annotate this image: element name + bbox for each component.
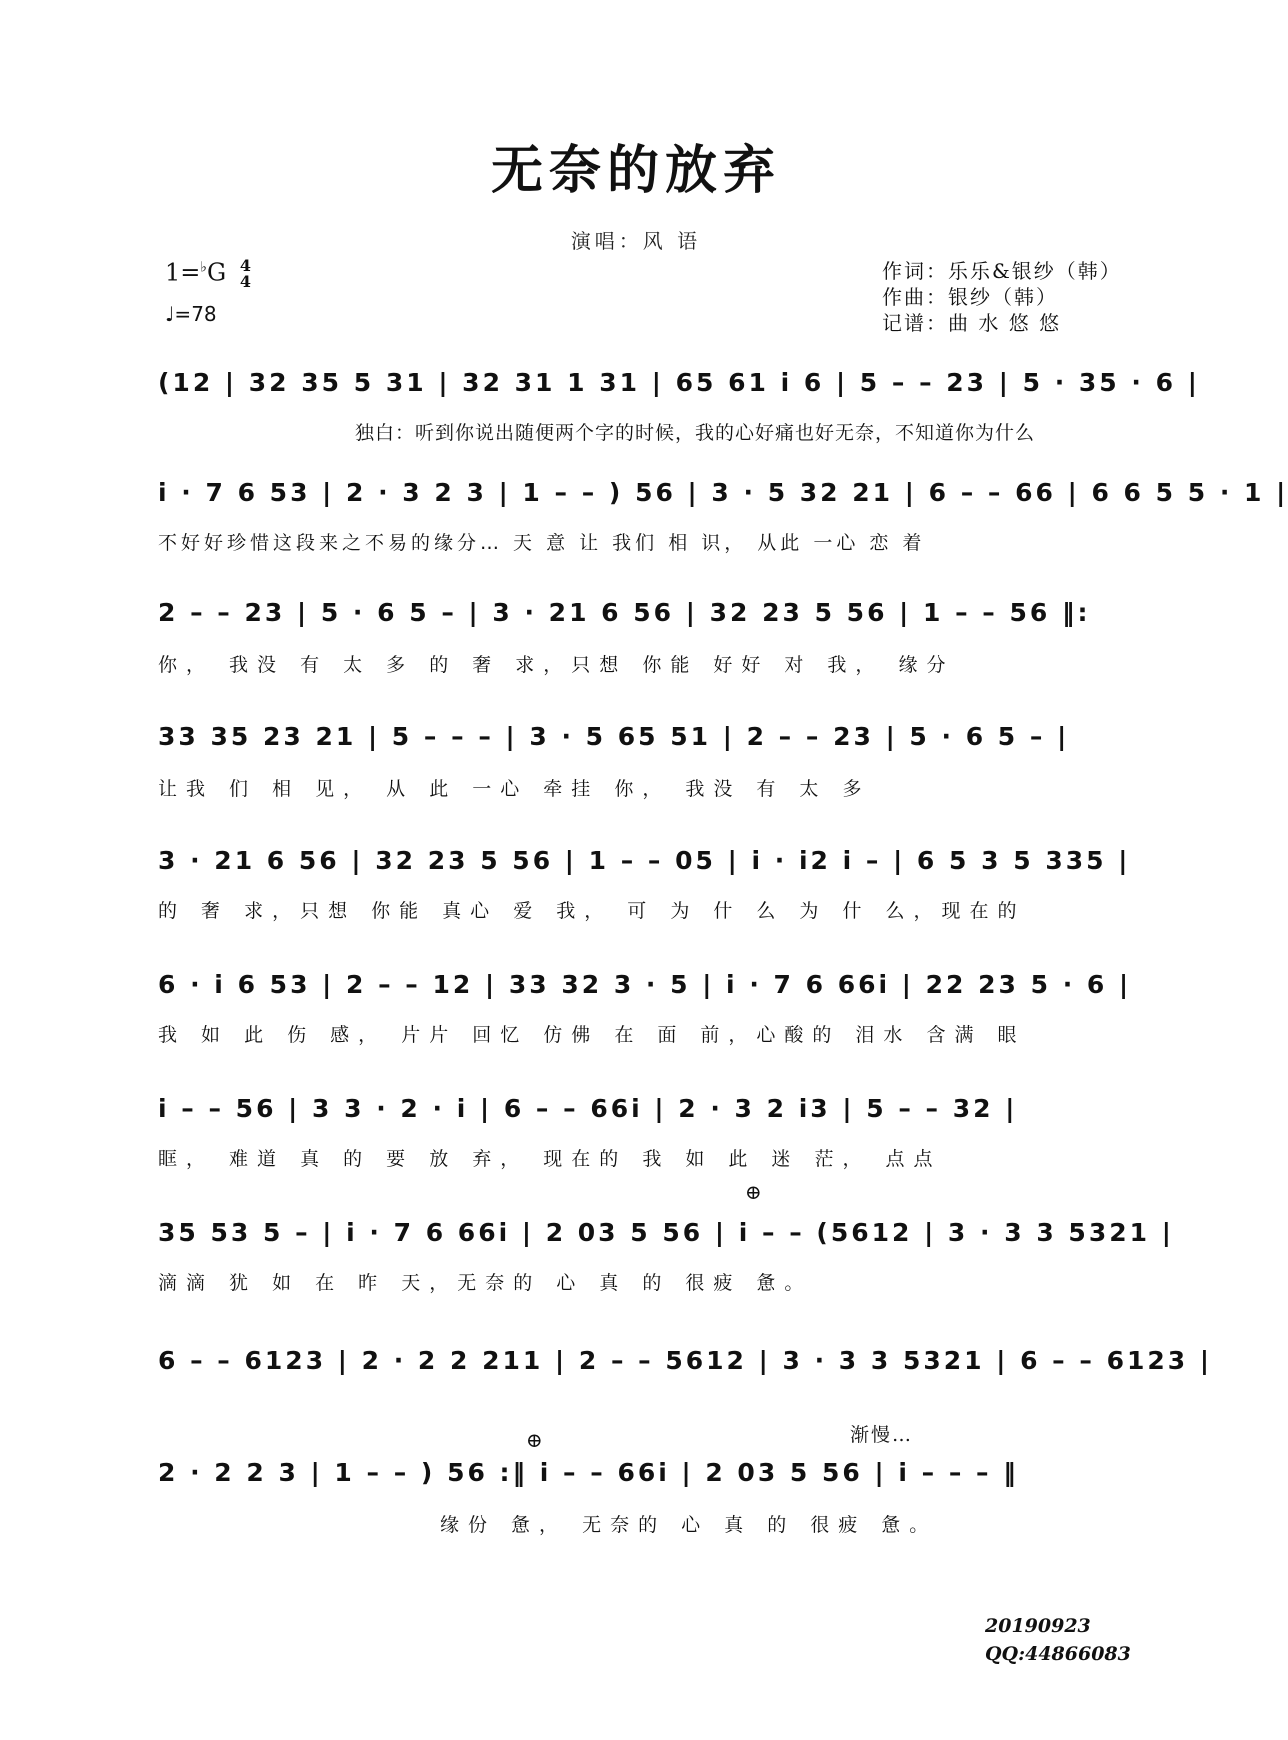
tempo-marking: ♩=78: [165, 302, 217, 326]
song-title: 无奈的放弃: [490, 140, 781, 201]
notation-row-10: 2 · 2 2 3 | 1 – – ) 56 :‖ i – – 66i | 2 03 5 56 | i – – – ‖: [158, 1458, 1019, 1487]
notation-row-7: i – – 56 | 3 3 · 2 · i | 6 – – 66i | 2 · 3 2 i3 | 5 – – 32 |: [158, 1094, 1018, 1123]
notation-row-1: (12 | 32 35 5 31 | 32 31 1 31 | 65 61 i 6 | 5 – – 23 | 5 · 35 · 6 |: [158, 368, 1200, 397]
singer-line: 演唱：风 语: [570, 229, 702, 253]
lyrics-row-4: 让我 们 相 见， 从 此 一心 牵挂 你， 我没 有 太 多: [158, 778, 871, 800]
footer-date: 20190923: [985, 1615, 1091, 1637]
key-note: G: [207, 258, 227, 287]
transcriber: 记谱：曲 水 悠 悠: [882, 311, 1062, 335]
time-signature: [240, 258, 251, 290]
notation-row-3: 2 – – 23 | 5 · 6 5 – | 3 · 21 6 56 | 32 23 5 56 | 1 – – 56 ‖:: [158, 598, 1091, 627]
flat-sign: ♭: [200, 259, 207, 276]
lyricist: 作词：乐乐&银纱（韩）: [882, 259, 1122, 283]
notation-row-8: 35 53 5 – | i · 7 6 66i | 2 03 5 56 | i – – (5612 | 3 · 3 3 5321 |: [158, 1218, 1174, 1247]
notation-row-5: 3 · 21 6 56 | 32 23 5 56 | 1 – – 05 | i · i2 i – | 6 5 3 5 335 |: [158, 846, 1131, 875]
notation-row-6: 6 · i 6 53 | 2 – – 12 | 33 32 3 · 5 | i · 7 6 66i | 22 23 5 · 6 |: [158, 970, 1132, 999]
lyrics-row-8: 滴滴 犹 如 在 昨 天，无奈的 心 真 的 很疲 惫。: [158, 1272, 813, 1294]
lyrics-row-6: 我 如 此 伤 感， 片片 回忆 仿佛 在 面 前，心酸的 泪水 含满 眼: [158, 1024, 1026, 1046]
footer-info: [985, 1612, 1131, 1668]
time-beats: 4: [239, 256, 251, 275]
lyrics-row-10: 缘份 惫， 无奈的 心 真 的 很疲 惫。: [440, 1514, 938, 1536]
key-signature: [165, 258, 251, 290]
lyrics-row-1: 独白：听到你说出随便两个字的时候，我的心好痛也好无奈，不知道你为什么: [355, 422, 1036, 444]
notation-row-9: 6 – – 6123 | 2 · 2 2 211 | 2 – – 5612 | 3 · 3 3 5321 | 6 – – 6123 |: [158, 1346, 1213, 1375]
composer: 作曲：银纱（韩）: [882, 285, 1058, 309]
lyrics-row-7: 眶， 难道 真 的 要 放 弃， 现在的 我 如 此 迷 茫， 点点: [158, 1148, 942, 1170]
lyrics-row-3: 你， 我没 有 太 多 的 奢 求，只想 你能 好好 对 我， 缘分: [158, 654, 955, 676]
footer-qq: QQ:44866083: [985, 1643, 1131, 1665]
notation-row-2: i · 7 6 53 | 2 · 3 2 3 | 1 – – ) 56 | 3 · 5 32 21 | 6 – – 66 | 6 6 5 5 · 1 |: [158, 478, 1288, 507]
time-unit: 4: [239, 272, 251, 291]
lyrics-row-5: 的 奢 求，只想 你能 真心 爱 我， 可 为 什 么 为 什 么，现在的: [158, 900, 1026, 922]
coda-sign-1: ⊕: [745, 1180, 762, 1204]
credits: [882, 258, 1122, 336]
notation-row-4: 33 35 23 21 | 5 – – – | 3 · 5 65 51 | 2 – – 23 | 5 · 6 5 – |: [158, 722, 1070, 751]
key-prefix: 1=: [165, 258, 201, 287]
ritardando-marking: 渐慢…: [850, 1424, 914, 1446]
coda-sign-2: ⊕: [526, 1428, 543, 1452]
lyrics-row-2: 不好好珍惜这段来之不易的缘分… 天 意 让 我们 相 识， 从此 一心 恋 着: [158, 532, 926, 554]
